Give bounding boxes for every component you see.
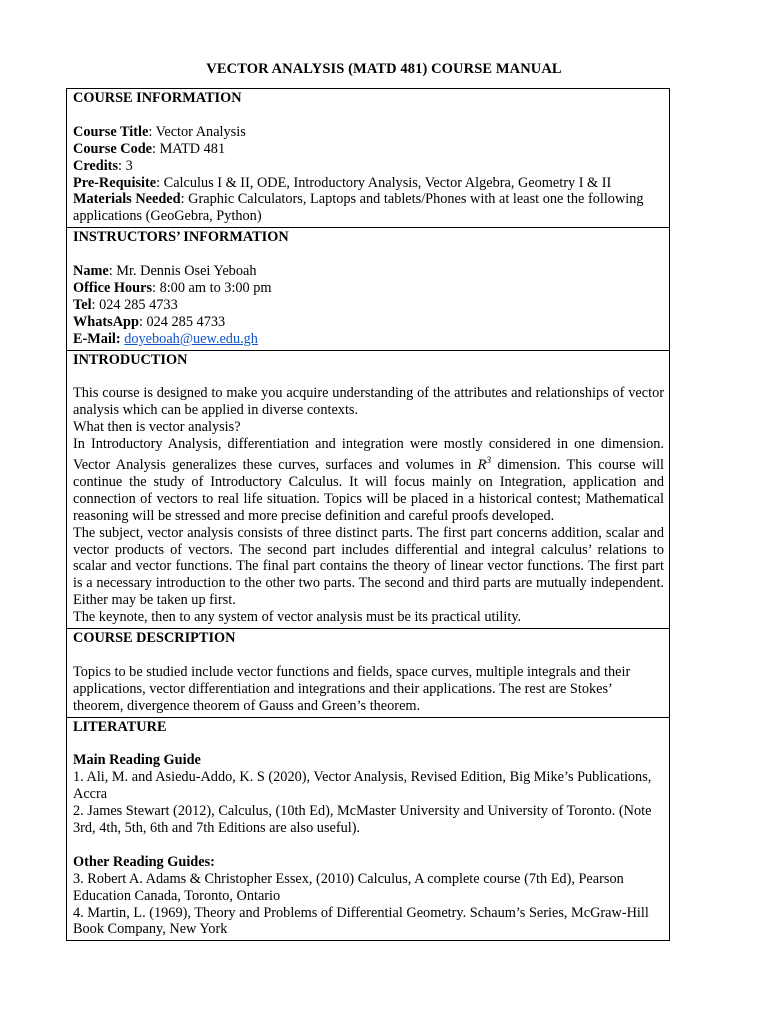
whatsapp-label: WhatsApp bbox=[73, 313, 139, 330]
prerequisite-value: Calculus I & II, ODE, Introductory Analysis, Vector Algebra, Geometry I & II bbox=[163, 174, 612, 191]
introduction-paragraph-2: What then is vector analysis? bbox=[73, 419, 241, 436]
credits-value: 3 bbox=[125, 157, 133, 174]
other-reading-heading: Other Reading Guides: bbox=[73, 853, 215, 870]
course-title-label: Course Title bbox=[73, 123, 149, 140]
main-reading-item-2: 2. James Stewart (2012), Calculus, (10th Ed), McMaster University and University of Toronto. (Note 3rd, 4th, 5th, 6th and 7th Editions are also useful). bbox=[73, 803, 652, 836]
introduction-paragraph-1: This course is designed to make you acquire understanding of the attributes and relationships of vector analysis which can be applied in diverse contexts. bbox=[73, 385, 664, 419]
instructor-name-value: Mr. Dennis Osei Yeboah bbox=[116, 263, 257, 280]
introduction-heading: INTRODUCTION bbox=[73, 351, 188, 368]
course-information-heading: COURSE INFORMATION bbox=[73, 90, 242, 106]
course-description-section bbox=[67, 629, 669, 718]
materials-row: Materials Needed: Graphic Calculators, Laptops and tablets/Phones with at least one the following applications (GeoGebra, Python) bbox=[73, 191, 644, 225]
course-title-value: Vector Analysis bbox=[155, 123, 246, 140]
materials-label: Materials Needed bbox=[73, 191, 181, 208]
whatsapp-value: 024 285 4733 bbox=[146, 313, 226, 330]
course-code-label: Course Code bbox=[73, 140, 153, 157]
course-code-row: Course Code: MATD 481 bbox=[73, 140, 226, 157]
literature-section bbox=[67, 718, 669, 941]
prerequisite-label: Pre-Requisite bbox=[73, 174, 157, 191]
tel-value: 024 285 4733 bbox=[99, 296, 178, 313]
prerequisite-row: Pre-Requisite: Calculus I & II, ODE, Introductory Analysis, Vector Algebra, Geometry I & II bbox=[73, 174, 612, 191]
credits-row: Credits: 3 bbox=[73, 157, 133, 174]
office-hours-label: Office Hours bbox=[73, 279, 153, 296]
materials-value: Graphic Calculators, Laptops and tablets/Phones with at least one the following applications (GeoGebra, Python) bbox=[73, 191, 644, 225]
main-reading-heading: Main Reading Guide bbox=[73, 752, 201, 769]
introduction-paragraph-5: The keynote, then to any system of vector analysis must be its practical utility. bbox=[73, 609, 522, 626]
document-title: VECTOR ANALYSIS (MATD 481) COURSE MANUAL bbox=[206, 61, 562, 77]
course-description-text: Topics to be studied include vector functions and fields, space curves, multiple integrals and their applications, vector differentiation and integrations and their applications. The rest are Stokes’ theorem, divergence theorem of Gauss and Green’s theorem. bbox=[73, 663, 631, 714]
introduction-paragraph-3 bbox=[73, 436, 664, 525]
whatsapp-row: WhatsApp: 024 285 4733 bbox=[73, 313, 226, 330]
course-code-value: MATD 481 bbox=[159, 140, 226, 157]
instructors-information-section bbox=[67, 228, 669, 350]
instructors-information-heading: INSTRUCTORS’ INFORMATION bbox=[73, 229, 289, 246]
literature-heading: LITERATURE bbox=[73, 718, 167, 735]
introduction-paragraph-4: The subject, vector analysis consists of three distinct parts. The first part concerns addition, scalar and vector products of vectors. The second part includes differential and integral calculus’ relations to scalar and vector functions. The final part contains the theory of linear vector functions. The first part is a necessary introduction to the other two parts. The second and third parts are mutually independent. Either may be taken up first. bbox=[73, 524, 664, 609]
email-row bbox=[73, 331, 664, 348]
other-reading-item-3: 3. Robert A. Adams & Christopher Essex, (2010) Calculus, A complete course (7th Ed), Pearson Education Canada, Toronto, Ontario bbox=[73, 870, 624, 904]
credits-label: Credits bbox=[73, 157, 119, 174]
instructor-name-label: Name bbox=[73, 263, 109, 280]
r-symbol: R bbox=[477, 456, 487, 473]
email-link[interactable]: doyeboah@uew.edu.gh bbox=[124, 330, 258, 347]
course-description-heading: COURSE DESCRIPTION bbox=[73, 630, 236, 647]
tel-label: Tel bbox=[73, 296, 92, 313]
course-title-row: Course Title: Vector Analysis bbox=[73, 123, 246, 140]
introduction-section bbox=[67, 351, 669, 629]
instructor-name-row: Name: Mr. Dennis Osei Yeboah bbox=[73, 263, 257, 280]
email-label: E-Mail: bbox=[73, 330, 121, 347]
tel-row: Tel: 024 285 4733 bbox=[73, 296, 178, 313]
office-hours-value: 8:00 am to 3:00 pm bbox=[159, 279, 272, 296]
introduction-paragraph-3-start: In Introductory Analysis, differentiation and integration were mostly considered in one dimension. Vector Analysis generalizes these curves, surfaces and volumes in bbox=[73, 436, 664, 473]
introduction-paragraph-3-end: dimension. This course will continue the study of Introductory Calculus. It will focus mainly on Integration, application and connection of vectors to real life situation. Topics will be placed in a historical contest; Mathematical reasoning will be stressed and more precise definition and careful proofs developed. bbox=[73, 456, 665, 524]
course-manual-table bbox=[66, 88, 670, 941]
course-information-section bbox=[67, 89, 669, 228]
other-reading-item-4: 4. Martin, L. (1969), Theory and Problems of Differential Geometry. Schaum’s Series, McGraw-Hill Book Company, New York bbox=[73, 904, 649, 938]
office-hours-row: Office Hours: 8:00 am to 3:00 pm bbox=[73, 279, 272, 296]
r-superscript: 3 bbox=[486, 455, 492, 466]
main-reading-item-1: 1. Ali, M. and Asiedu-Addo, K. S (2020), Vector Analysis, Revised Edition, Big Mike’s Publications, Accra bbox=[73, 769, 652, 803]
